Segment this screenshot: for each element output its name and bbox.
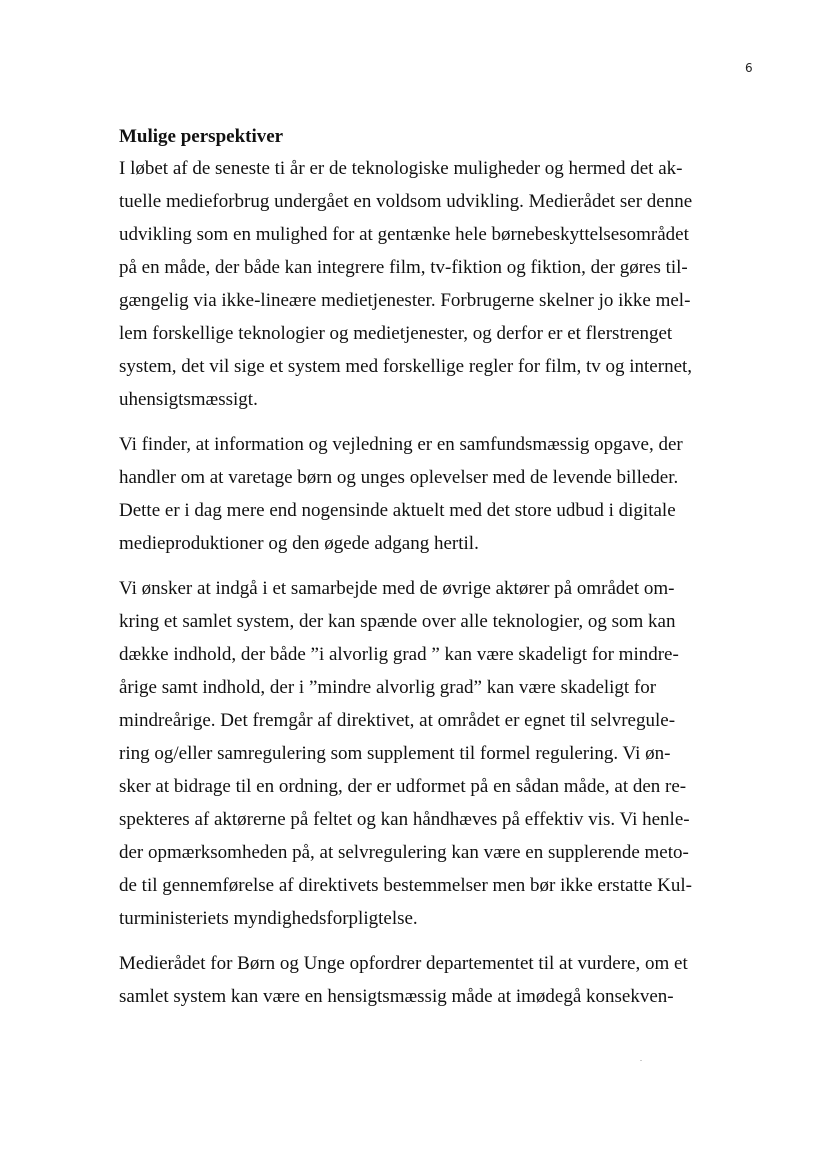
- text-line: der opmærksomheden på, at selvregulering kan være en supplerende meto-: [119, 842, 689, 863]
- text-line: lem forskellige teknologier og medietjenester, og derfor er et flerstrenget: [119, 323, 673, 344]
- text-line: Dette er i dag mere end nogensinde aktuelt med det store udbud i digitale: [119, 500, 676, 521]
- document-body: [119, 126, 719, 1025]
- text-line: udvikling som en mulighed for at gentænke hele børnebeskyttelsesområdet: [119, 224, 689, 245]
- text-line: turministeriets myndighedsforpligtelse.: [119, 908, 418, 929]
- text-line: sker at bidrage til en ordning, der er udformet på en sådan måde, at den re-: [119, 776, 687, 797]
- text-line: Vi ønsker at indgå i et samarbejde med de øvrige aktører på området om-: [119, 578, 675, 599]
- scan-speck: [640, 1060, 642, 1061]
- text-line: handler om at varetage børn og unges oplevelser med de levende billeder.: [119, 467, 679, 488]
- text-line: Vi finder, at information og vejledning er en samfundsmæssig opgave, der: [119, 434, 683, 455]
- text-line: system, det vil sige et system med forskellige regler for film, tv og internet,: [119, 356, 693, 377]
- page-number: 6: [745, 61, 753, 75]
- text-line: de til gennemførelse af direktivets bestemmelser men bør ikke erstatte Kul-: [119, 875, 692, 896]
- text-line: dække indhold, der både ”i alvorlig grad ” kan være skadeligt for mindre-: [119, 644, 679, 665]
- paragraph-1: [119, 152, 719, 416]
- text-line: spekteres af aktørerne på feltet og kan håndhæves på effektiv vis. Vi henle-: [119, 809, 690, 830]
- text-line: tuelle medieforbrug undergået en voldsom udvikling. Medierådet ser denne: [119, 191, 693, 212]
- text-line: Medierådet for Børn og Unge opfordrer departementet til at vurdere, om et: [119, 953, 688, 974]
- paragraph-4: [119, 947, 719, 1013]
- text-line: årige samt indhold, der i ”mindre alvorlig grad” kan være skadeligt for: [119, 677, 657, 698]
- section-heading: Mulige perspektiver: [119, 126, 284, 147]
- paragraph-2: [119, 428, 719, 560]
- text-line: ring og/eller samregulering som supplement til formel regulering. Vi øn-: [119, 743, 671, 764]
- text-line: uhensigtsmæssigt.: [119, 389, 258, 410]
- text-line: kring et samlet system, der kan spænde over alle teknologier, og som kan: [119, 611, 676, 632]
- text-line: I løbet af de seneste ti år er de teknologiske muligheder og hermed det ak-: [119, 158, 683, 179]
- text-line: gængelig via ikke-lineære medietjenester. Forbrugerne skelner jo ikke mel-: [119, 290, 691, 311]
- text-line: mindreårige. Det fremgår af direktivet, at området er egnet til selvregule-: [119, 710, 676, 731]
- text-line: på en måde, der både kan integrere film, tv-fiktion og fiktion, der gøres til-: [119, 257, 688, 278]
- paragraph-3: [119, 572, 719, 935]
- text-line: medieproduktioner og den øgede adgang hertil.: [119, 533, 479, 554]
- text-line: samlet system kan være en hensigtsmæssig måde at imødegå konsekven-: [119, 986, 674, 1007]
